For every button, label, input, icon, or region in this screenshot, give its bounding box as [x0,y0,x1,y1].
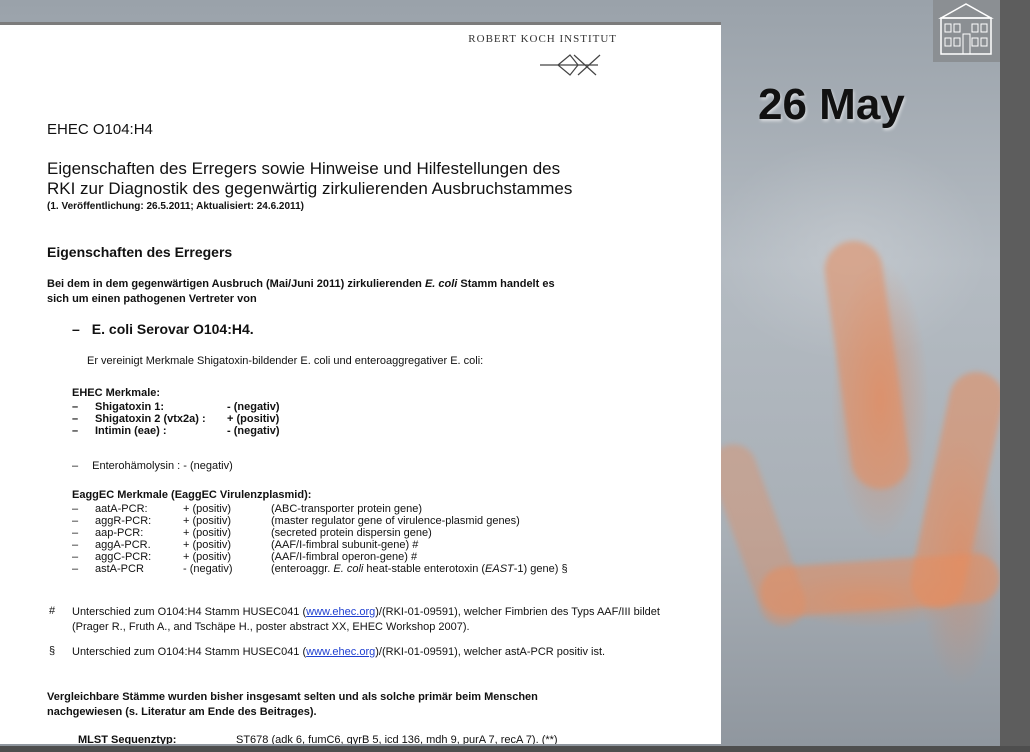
mlst-value: ST678 (adk 6, fumC6, gyrB 5, icd 136, mdh 9, purA 7, recA 7). (**) [236,734,558,744]
ehec-link[interactable]: www.ehec.org [306,606,376,618]
bacteria-shape [821,237,913,493]
footnote-mark: § [49,645,56,657]
list-item: – Intimin (eae) : - (negativ) [72,425,280,437]
footnote-mark: # [49,605,56,617]
slide-date: 26 May [758,80,905,129]
list-item: – aap-PCR: + (positiv) (secreted protein dispersin gene) [72,527,432,539]
list-item: – astA-PCR - (negativ) (enteroaggr. E. coli heat-stable enterotoxin (EAST-1) gene) § [72,563,568,575]
intro-text: Stamm handelt es [457,278,555,290]
rki-logo-icon [538,52,604,78]
building-logo-icon [933,0,1000,62]
section-title: Eigenschaften des Erregers [47,244,233,260]
slide-right-border [1000,0,1030,752]
list-item: – aggC-PCR: + (positiv) (AAF/I-fimbral operon-gene) # [72,551,418,563]
intro-paragraph [47,277,555,307]
mlst-label: MLST Sequenztyp: [78,734,177,744]
footnote-section: Unterschied zum O104:H4 Stamm HUSEC041 (www.ehec.org)/(RKI-01-09591), welcher astA-PCR positiv ist. [72,646,606,658]
document-heading-line: RKI zur Diagnostik des gegenwärtig zirkulierenden Ausbruchstammes [47,179,573,198]
ehec-link[interactable]: www.ehec.org [306,646,376,658]
merkmale-intro: Er vereinigt Merkmale Shigatoxin-bildender E. coli und enteroaggregativer E. coli: [87,355,484,367]
eaggec-list [72,503,672,575]
list-item: – aggA-PCR. + (positiv) (AAF/I-fimbral subunit-gene) # [72,539,419,551]
intro-species: E. coli [424,278,458,290]
eaggec-heading: EaggEC Merkmale (EaggEC Virulenzplasmid): [72,489,312,501]
serovar-item: – E. coli Serovar O104:H4. [72,321,254,337]
intro-text: Bei dem in dem gegenwärtigen Ausbruch (Mai/Juni 2011) zirkulierenden [47,278,425,290]
document-heading-line: Eigenschaften des Erregers sowie Hinweise und Hilfestellungen des [47,159,561,178]
intro-text: sich um einen pathogenen Vertreter von [47,293,257,305]
comparable-paragraph: Vergleichbare Stämme wurden bisher insgesamt selten und als solche primär beim Menschen nachgewiesen (s. Literatur am Ende des Beitrages). [47,691,538,718]
ehec-heading: EHEC Merkmale: [72,387,161,399]
document-title: EHEC O104:H4 [47,121,153,138]
list-item: – Shigatoxin 2 (vtx2a) : + (positiv) [72,413,280,425]
document-heading [47,159,572,199]
serovar-text: E. coli Serovar O104:H4. [91,321,254,337]
list-item: – aggR-PCR: + (positiv) (master regulator gene of virulence-plasmid genes) [72,515,520,527]
list-item: – aatA-PCR: + (positiv) (ABC-transporter protein gene) [72,503,423,515]
institute-name: ROBERT KOCH INSTITUT [468,33,617,45]
enterohemolysin-item: – Enterohämolysin : - (negativ) [72,460,233,472]
document-page [0,22,721,744]
footnote-hash: Unterschied zum O104:H4 Stamm HUSEC041 (www.ehec.org)/(RKI-01-09591), welcher Fimbrien des Typs AAF/III bildet (Prager R., Fruth A., and Tschäpe H., poster abstract XX, EHEC Workshop 2007). [72,606,660,633]
list-item: – Shigatoxin 1: - (negativ) [72,401,280,413]
ehec-list [72,401,372,437]
publication-dates: (1. Veröffentlichung: 26.5.2011; Aktualisiert: 24.6.2011) [47,201,304,212]
slide-bottom-border [0,746,1030,752]
